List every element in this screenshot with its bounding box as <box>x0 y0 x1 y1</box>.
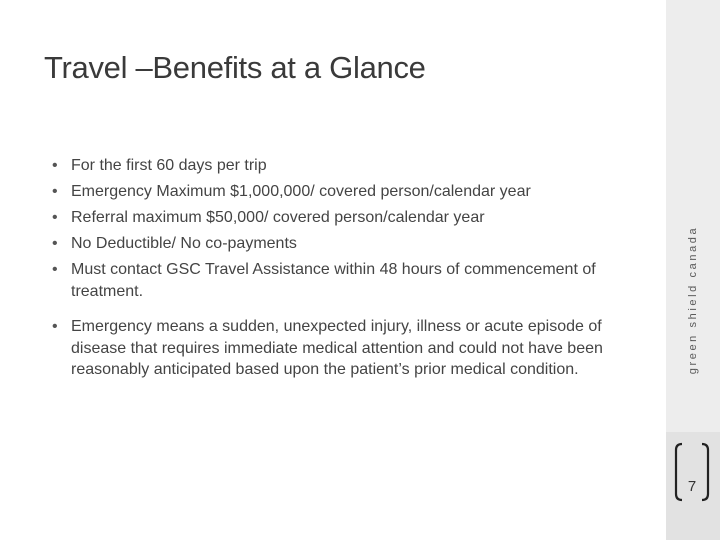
bullet-text: Must contact GSC Travel Assistance within 48 hours of commencement of treatment. <box>71 261 596 300</box>
bullet-item <box>52 181 632 203</box>
bullet-text: Emergency Maximum $1,000,000/ covered person/calendar year <box>71 183 531 200</box>
brand-wordmark: green shield canada <box>687 225 699 375</box>
bullet-dot: • <box>52 183 58 200</box>
bullet-dot: • <box>52 209 58 226</box>
bullet-item-definition <box>52 316 632 381</box>
bullet-dot: • <box>52 157 58 174</box>
bullet-dot: • <box>52 318 58 335</box>
page-number-badge <box>672 442 712 502</box>
page-number: 7 <box>687 478 697 495</box>
bullet-text: No Deductible/ No co-payments <box>71 235 297 252</box>
bullet-dot: • <box>52 235 58 252</box>
bullet-item <box>52 233 632 255</box>
bullet-item <box>52 259 632 302</box>
bullet-item <box>52 155 632 177</box>
bullet-text: Emergency means a sudden, unexpected injury, illness or acute episode of disease that requires immediate medical attention and could not have been reasonably anticipated based upon the patient’s prior medical condition. <box>71 318 603 378</box>
slide-title: Travel –Benefits at a Glance <box>44 50 426 85</box>
bullet-list <box>52 155 632 385</box>
bullet-text: For the first 60 days per trip <box>71 157 267 174</box>
bullet-dot: • <box>52 261 58 278</box>
bullet-text: Referral maximum $50,000/ covered person/calendar year <box>71 209 485 226</box>
bullet-item <box>52 207 632 229</box>
